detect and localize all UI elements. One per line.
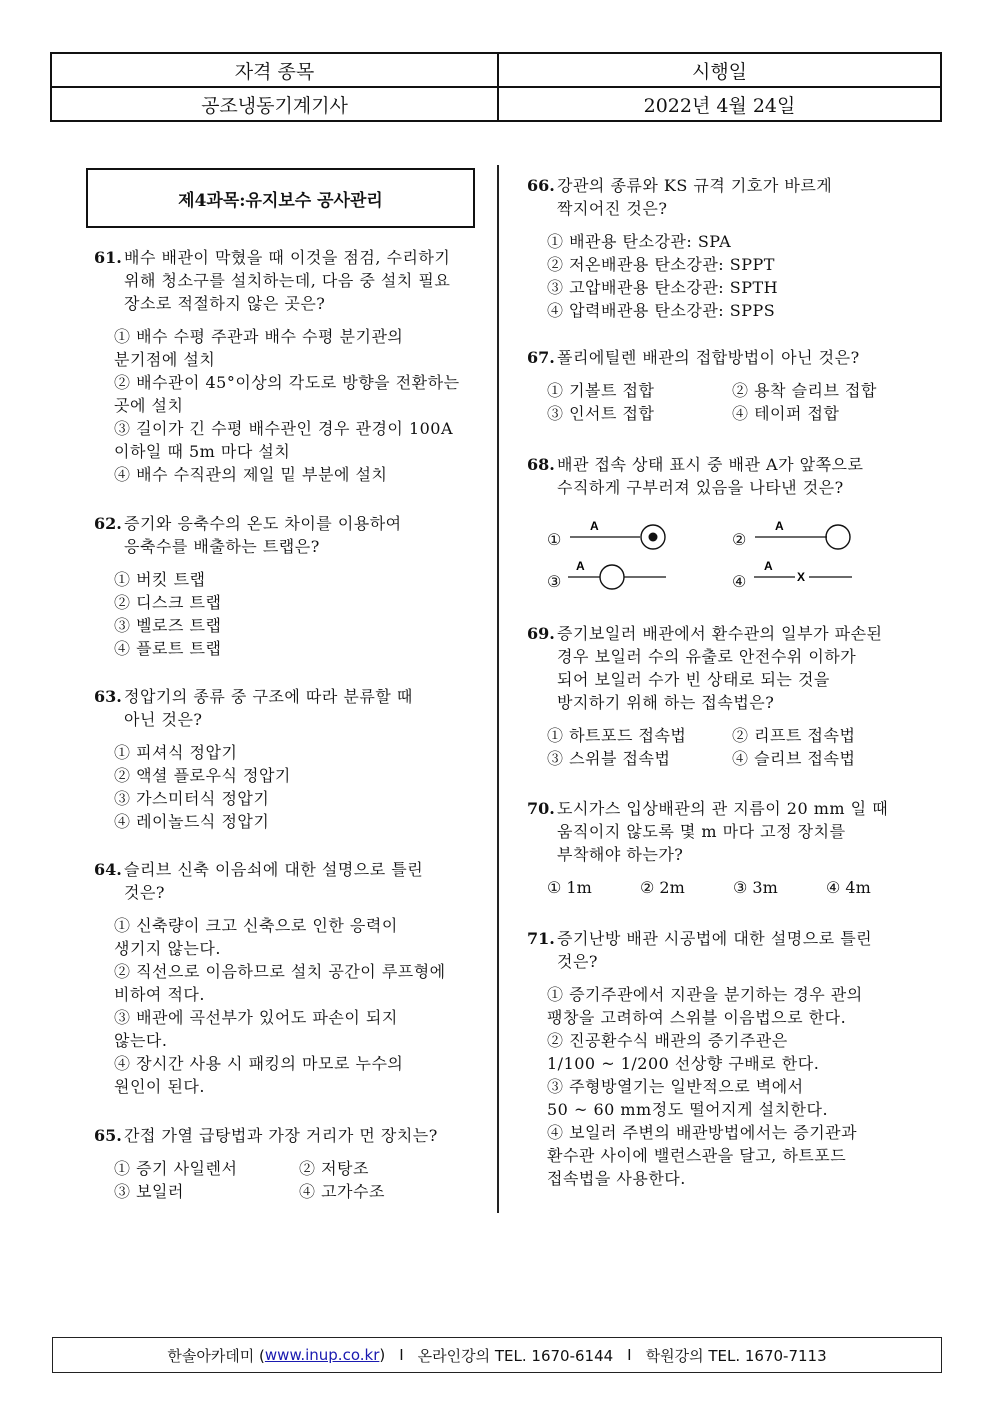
option-3: ③ 배관에 곡선부가 있어도 파손이 되지 않는다. [114,1008,398,1050]
column-divider [497,165,499,1213]
question-64 [94,858,489,1098]
option-4: ④ [732,572,747,591]
question-stem: 강관의 종류와 KS 규격 기호가 바르게 짝지어진 것은? [557,176,833,218]
question-62 [94,512,489,660]
question-number: 69. [527,624,555,643]
option-4: ④ 배수 수직관의 제일 밑 부분에 설치 [114,465,388,484]
footer-close-paren: ) [379,1346,386,1364]
pipe-symbol-2 [753,518,863,554]
option-2: ② [732,530,747,549]
option-2: ② 용착 슬리브 접합 [732,381,877,400]
option-1: ① [547,530,562,549]
question-stem: 간접 가열 급탕법과 가장 거리가 먼 장치는? [124,1126,438,1145]
option-4: ④ 레이놀드식 정압기 [114,812,270,831]
option-3: ③ 3m [733,878,778,897]
header-col1-value: 공조냉동기계기사 [51,87,498,121]
option-2: ② 디스크 트랩 [114,593,222,612]
option-2: ② 직선으로 이음하므로 설치 공간이 루프형에 비하여 적다. [114,962,446,1004]
question-68 [527,453,937,499]
option-4: ④ 테이퍼 접합 [732,404,840,423]
question-stem: 증기보일러 배관에서 환수관의 일부가 파손된 경우 보일러 수의 유출로 안전수위 이하가 되어 보일러 수가 빈 상태로 되는 것을 방지하기 위해 하는 접속법은? [557,624,883,712]
option-2: ② 배수관이 45°이상의 각도로 방향을 전환하는 곳에 설치 [114,373,460,415]
question-stem: 배관 접속 상태 표시 중 배관 A가 앞쪽으로 수직하게 구부러져 있음을 나타낸 것은? [557,455,864,497]
option-4: ④ 슬리브 접속법 [732,749,856,768]
question-number: 63. [94,687,122,706]
option-2: ② 진공환수식 배관의 증기주관은 1/100 ~ 1/200 선상향 구배로 한다. [547,1031,820,1073]
question-number: 67. [527,348,555,367]
header-col2-title: 시행일 [498,53,941,87]
option-4: ④ 장시간 사용 시 패킹의 마모로 누수의 원인이 된다. [114,1054,404,1096]
header-col2-value: 2022년 4월 24일 [498,87,941,121]
question-stem: 배수 배관이 막혔을 때 이것을 점검, 수리하기 위해 청소구를 설치하는데, 다음 중 설치 필요 장소로 적절하지 않은 곳은? [124,248,451,313]
option-2: ② 리프트 접속법 [732,726,856,745]
question-stem: 정압기의 종류 중 구조에 따라 분류할 때 아닌 것은? [124,687,413,729]
pipe-label: A [764,559,773,573]
subject-title: 제4과목:유지보수 공사관리 [86,168,475,228]
option-3: ③ 스위블 접속법 [547,749,671,768]
pipe-label: A [590,519,599,533]
pipe-label: A [775,519,784,533]
question-stem: 슬리브 신축 이음쇠에 대한 설명으로 틀린 것은? [124,860,424,902]
pipe-symbol-3 [566,558,676,594]
footer-separator: I [627,1346,632,1364]
question-number: 64. [94,860,122,879]
question-number: 71. [527,929,555,948]
option-4: ④ 4m [826,878,871,897]
question-63 [94,685,489,833]
footer-url-link[interactable]: www.inup.co.kr [264,1346,380,1364]
option-1: ① 배수 수평 주관과 배수 수평 분기관의 분기점에 설치 [114,327,404,369]
header-table [50,52,942,122]
question-number: 65. [94,1126,122,1145]
option-1: ① 기볼트 접합 [547,381,655,400]
footer-online: 온라인강의 TEL. 1670-6144 [417,1346,614,1365]
option-1: ① 1m [547,878,592,897]
option-1: ① 하트포드 접속법 [547,726,687,745]
option-4: ④ 보일러 주변의 배관방법에서는 증기관과 환수관 사이에 밸런스관을 달고, 하트포드 접속법을 사용한다. [547,1123,858,1188]
option-1: ① 피셔식 정압기 [114,743,238,762]
question-number: 68. [527,455,555,474]
footer-academy: 한솔아카데미 ( [167,1346,265,1365]
question-stem: 증기와 응축수의 온도 차이를 이용하여 응축수를 배출하는 트랩은? [124,514,402,556]
question-stem: 도시가스 입상배관의 관 지름이 20 mm 일 때 움직이지 않도록 몇 m 마다 고정 장치를 부착해야 하는가? [557,799,889,864]
option-2: ② 저온배관용 탄소강관: SPPT [547,255,775,274]
question-71 [527,927,937,1190]
option-4: ④ 고가수조 [299,1182,385,1201]
question-number: 61. [94,248,122,267]
pipe-label: A [576,559,585,573]
option-1: ① 신축량이 크고 신축으로 인한 응력이 생기지 않는다. [114,916,398,958]
question-stem: 증기난방 배관 시공법에 대한 설명으로 틀린 것은? [557,929,873,971]
question-70 [527,797,937,899]
footer-separator: I [399,1346,404,1364]
question-number: 62. [94,514,122,533]
cross-mark: X [797,570,806,584]
option-1: ① 증기주관에서 지관을 분기하는 경우 관의 팽창을 고려하여 스위블 이음법으로 한다. [547,985,863,1027]
header-col1-title: 자격 종목 [51,53,498,87]
option-3: ③ 고압배관용 탄소강관: SPTH [547,278,779,297]
option-3: ③ 벨로즈 트랩 [114,616,222,635]
pipe-symbol-1 [568,518,678,554]
option-3: ③ 길이가 긴 수평 배수관인 경우 관경이 100A 이하일 때 5m 마다 설치 [114,419,454,461]
question-61 [94,246,489,486]
option-3: ③ 인서트 접합 [547,404,655,423]
question-stem: 폴리에틸렌 배관의 접합방법이 아닌 것은? [557,348,860,367]
question-66 [527,174,937,322]
pipe-symbol-4 [752,558,862,594]
option-4: ④ 플로트 트랩 [114,639,222,658]
option-1: ① 증기 사일렌서 [114,1159,238,1178]
option-2: ② 2m [640,878,685,897]
question-number: 70. [527,799,555,818]
option-1: ① 버킷 트랩 [114,570,206,589]
option-4: ④ 압력배관용 탄소강관: SPPS [547,301,776,320]
option-2: ② 액셜 플로우식 정압기 [114,766,291,785]
footer [52,1337,942,1373]
option-3: ③ [547,572,562,591]
option-3: ③ 가스미터식 정압기 [114,789,270,808]
question-69 [527,622,937,770]
question-67 [527,346,937,425]
option-2: ② 저탕조 [299,1159,369,1178]
question-number: 66. [527,176,555,195]
option-3: ③ 주형방열기는 일반적으로 벽에서 50 ~ 60 mm정도 떨어지게 설치한다. [547,1077,829,1119]
question-65 [94,1124,489,1203]
option-3: ③ 보일러 [114,1182,184,1201]
option-1: ① 배관용 탄소강관: SPA [547,232,732,251]
footer-offline: 학원강의 TEL. 1670-7113 [645,1346,827,1365]
